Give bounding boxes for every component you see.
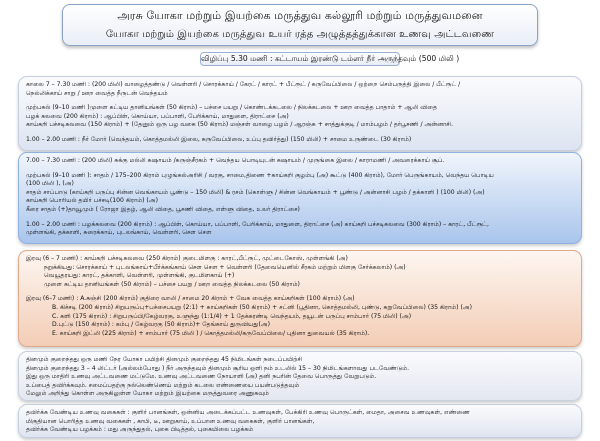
guidelines-section	[18, 351, 582, 401]
header-box	[62, 4, 538, 46]
evening-section	[18, 152, 582, 244]
diet-line: முள்ளங்கி, தக்காளி, சுரைக்காய், புடலங்காய், வெள்ளரி, சௌ சௌ	[26, 229, 212, 237]
guideline-line: தினமும் குறைந்தது 3 – 4 லிட்டர் (அல்லம்போது ) நீர் அருந்தவும் தினமும் சூரிய ஒளி நம் உடலில் 15 – 30 நிமிடங்களாவது படவேண்டும்.	[26, 364, 410, 372]
avoid-line: மிகுதியான பொரித்த உணவு வகைகள் , காபி, டீ, ஊறுகாய், உப்பான உணவு வகைகள், குளிர் பானங்கள்,	[26, 417, 315, 425]
avoid-line: தவிர்க்க வேண்டிய பழக்கம் : மது அருந்துதல், புகை பிடித்தல், புகையிலை பழக்கம்	[26, 426, 254, 434]
diet-line: 1.00 – 2.00 மணி : நீர் மோர் (வெந்தயம், கொத்தமல்லி இலை, கருவேப்பிலை, உப்பு தவிர்த்து) (150 மிலி) + சாமை உருண்டை (30 கிராம்)	[26, 135, 412, 143]
avoid-line: தவிர்க்க வேண்டிய உணவு வகைகள் : குளிர் பானங்கள், ஒன்னிய அடைக்கப்பட்ட உணவுகள், பேக்கிரி உணவு பொருட்கள், மைதா, அசைவ உணவுகள், எண்ணை	[26, 409, 470, 416]
morning-section	[18, 76, 582, 151]
guideline-line: உப்பைத் தவிர்க்கவும். சமைப்பதற்கு நல்லெண்ணெய் மற்றும் கடலை எண்ணையை பயன்படுத்தவும்	[26, 381, 300, 389]
diet-line: E. காய்கறி இட்லி (225 கிராம்) + சாம்பார் (75 மிலி ) / கொத்தமல்லி/கருவேப்பிலை/ புதினா துவையல் (35 கிராம்).	[52, 329, 370, 337]
guideline-line: தினமும் குறைந்தது ஒரு மணி நேர யோகா பயிற்சி தினமும் குறைந்தது 45 நிமிடங்கள் நடைப்பயிற்சி	[26, 356, 303, 363]
page-subtitle: யோகா மற்றும் இயற்கை மருத்துவ உயர் ரத்த அழுத்தத்துக்கான உணவு அட்டவணை	[105, 29, 495, 40]
diet-line: (100 மிலி ), (அ)	[26, 180, 74, 188]
guideline-line: இது ஒரு மாதிரி உணவு அட்டவணை மட்டுமே. உணவு அட்டவணை நோயாளி (அ) தனி நபரின் தேவை பொருத்து வேறுபடும்.	[26, 373, 377, 381]
diet-line: கீரை சாதம் (+)தாவூமும் ( ரோஜா இதழ், ஆலி விதை, பூசணி விதை, எள்ளு விதை, உலர் திராட்சை)	[26, 205, 300, 213]
night-section	[18, 250, 582, 347]
diet-line: வெயூதரயது: காரட், தக்காளி, வெள்ளரி, முள்ளங்கி, குடமிளகாய் (+)	[44, 272, 235, 280]
diet-line: காலை 7 – 7.30 மணி : (200 மிலி) வாழைத்தண்டு / வெள்ளரி / சொரக்காய் / கேரட் / காரட் + பீட்ரூட் / கருவேப்பிலை / ஒற்றை செம்பருத்தி இலை / பீட்ரூட் /	[26, 81, 461, 88]
diet-line: இரவு (6 – 7 மணி) : காய்கறி பச்சடிகலவை (250 கிராம்) குடைமிளகு : காரட்,பீட்ரூட், முட்டைகோஸ், முள்ளங்கி (அ)	[26, 255, 348, 262]
diet-line: முற்பகல் (9–10 மணி )முளை கட்டிய தானியங்கள் (50 கிராம்) – பச்சை பயறு / கொண்டக்கடலை / நிலக்கடலை + ஊற வைத்த பாதாம் + ஆலி விதை	[26, 104, 437, 112]
diet-line: 7.00 – 7.30 மணி : (200 மிலி) சுக்கு மல்லி கஷாயம் /கருஞ்சீரகம் + வெந்தய பொடியுடன் கஷாயம் / முருங்கை இலை / காராமணி / அவரைக்காய் சூப்.	[26, 157, 445, 164]
diet-line: முளை கட்டிய தானியங்கள் (50 கிராம்) – பச்சை பயறு / ஊற வைத்த நிலக்கடலை (50 கிராம்)	[44, 280, 300, 288]
diet-line: காய்கறி பச்சடிகலவை (150 கிராம்) + (தேனும் ஒரு பழ வகை (50 கிராம்) மஞ்சள் வாழை பழம் / ஆரஞ்சு + சாத்துக்குடி / மாம்பழம் / தர்பூசணி / அன்னாசி.	[26, 121, 454, 129]
page-title: அரசு யோகா மற்றும் இயற்கை மருத்துவ கல்லூரி மற்றும் மருத்துவமனை	[117, 9, 483, 22]
wakeup-banner: விழிப்பு 5.30 மணி : கட்டாயம் இரண்டு டம்ளர் நீர் அருந்தவும் (500 மிலி )	[200, 52, 400, 66]
diet-line: B. கிச்சடி (200 கிராம்) சிறுபருப்பு+பச்சைபயறு (2:1) + காய்கறிகள் (50 கிராம்) + சட்னி (பூதினா, கொத்தமல்லி, புண்டு, கறுவேப்பிலை) (35 கிராம்) (அ)	[52, 303, 472, 311]
avoid-section	[18, 404, 582, 438]
diet-line: காய்கறி பொரியல் தயிர் பச்சடி(100 கிராம்) (அ)	[26, 197, 158, 205]
diet-line: இரவு (6–7 மணி) : A.கஞ்சி (200 கிராம்) குதிரை வாலி / சாமை 20 கிராம் + வேக வைத்த காய்கறிகள் (100 கிராம்) (அ)	[26, 295, 355, 303]
diet-line: முற்பகல் (9–10 மணி ): சாதம் / 175–200 கிராம் புழுங்கல்அரிசி / வரகு, சாமை,திணை +காய்கறி குழம்பு (அ) கூட்டு (400 கிராம்), மோர் பெருங்காயம், வெந்தய பொடிய	[26, 171, 494, 179]
diet-line: நறுக்கியது: சொரக்காய் + புடலங்காய்+பீர்க்கங்காய் சௌ சௌ + வெள்ளரி (தேவையெனில் சீரகம் மற்றும் மிளகு சேர்க்கலாம்) (அ)	[44, 263, 406, 271]
guideline-line: மேலும் அறிந்து கொள்ள அருகிலுள்ள யோகா மற்றும் இயற்கை மருத்துவரை அணுகவும்	[26, 390, 269, 398]
diet-line: D.புட்டு (150 கிராம்) : கம்பு / கேழ்வரகு (50 கிராம்)+ தேங்காய் துருவியது(அ)	[52, 321, 271, 329]
diet-line: C. களி (175 கிராம்) : சிறுபருப்பி/கேழ்வரகு, உளுந்து (1:1/4) + 1 தேக்கரண்டி வெந்தயம், தயூடன் பருப்பு சாம்பார் (75 மிலி) (அ)	[52, 312, 412, 320]
diet-line: 1.00 – 2.00 மணி : பழக்கலவை (200 கிராம்) : ஆப்பிள், கொய்யா, பப்பாளி, பேரிக்காய், மாதுளை, திராட்சை (அ) காய்கறி பச்சடிகலவை (300 கிராம்) – காரட், பீட்ரூட்,	[26, 220, 489, 228]
diet-line: பழக் கலவை (200 கிராம்) : ஆப்பிள், கொய்யா, பப்பாளி, பேரிக்காய், மாதுளை, திராட்சை (அ)	[26, 112, 289, 120]
diet-line: சாதம் சாப்பாடு (காய்கறி பருப்பு சின்ன வெங்காயம் பூண்டு – 150 மிலி) & ரசம் (கொள்ளு / சின்ன வெங்காயம் + பூண்டு / அன்னாசி பழம் / தக்காளி ) (100 மிலி) (அ)	[26, 188, 485, 196]
diet-line: நெல்லிக்காய் சாறு / ஊற வைத்த நீருடன் வெந்தயம்	[26, 89, 168, 97]
